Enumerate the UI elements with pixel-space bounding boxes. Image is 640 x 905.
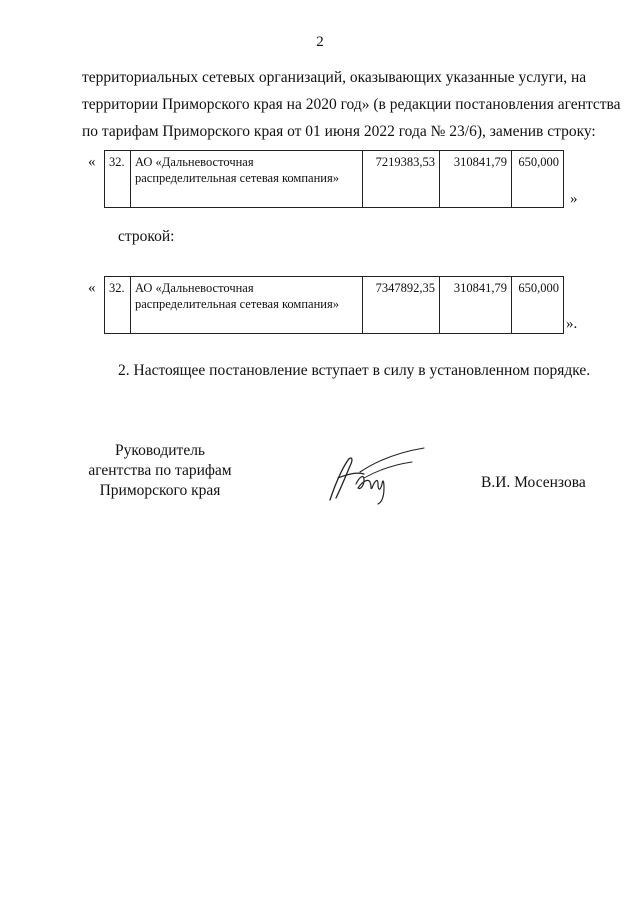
old-row-open-quote: « bbox=[88, 154, 96, 170]
table-row bbox=[105, 151, 564, 208]
new-row-value-2: 310841,79 bbox=[440, 277, 512, 334]
signer-name: В.И. Мосензова bbox=[481, 474, 586, 491]
new-row-number: 32. bbox=[105, 277, 131, 334]
new-row-close-quote: ». bbox=[566, 316, 578, 332]
new-row-value-1: 7347892,35 bbox=[363, 277, 440, 334]
old-row-table bbox=[104, 150, 564, 208]
replacement-label: строкой: bbox=[118, 228, 175, 245]
new-row-open-quote: « bbox=[88, 280, 96, 296]
intro-paragraph bbox=[82, 64, 621, 145]
intro-line-2: территории Приморского края на 2020 год» (в редакции постановления агентства bbox=[82, 96, 621, 113]
old-row-value-3: 650,000 bbox=[512, 151, 564, 208]
old-row-value-2: 310841,79 bbox=[440, 151, 512, 208]
clause-2: 2. Настоящее постановление вступает в силу в установленном порядке. bbox=[118, 362, 591, 379]
new-row-value-3: 650,000 bbox=[512, 277, 564, 334]
signer-title bbox=[70, 441, 250, 501]
intro-line-1: территориальных сетевых организаций, оказывающих указанные услуги, на bbox=[82, 69, 587, 86]
old-row-value-1: 7219383,53 bbox=[363, 151, 440, 208]
signer-title-line-2: агентства по тарифам bbox=[88, 462, 232, 479]
signer-title-line-3: Приморского края bbox=[99, 482, 221, 499]
intro-line-3: по тарифам Приморского края от 01 июня 2022 года № 23/6), заменив строку: bbox=[82, 123, 596, 140]
old-row-number: 32. bbox=[105, 151, 131, 208]
new-row-organization: АО «Дальневосточная распределительная сетевая компания» bbox=[131, 277, 363, 334]
signer-title-line-1: Руководитель bbox=[114, 442, 206, 459]
table-row bbox=[105, 277, 564, 334]
new-row-table bbox=[104, 276, 564, 334]
old-row-organization: АО «Дальневосточная распределительная сетевая компания» bbox=[131, 151, 363, 208]
old-row-close-quote: » bbox=[570, 191, 578, 207]
handwritten-signature bbox=[320, 438, 430, 508]
page-number: 2 bbox=[316, 34, 324, 50]
